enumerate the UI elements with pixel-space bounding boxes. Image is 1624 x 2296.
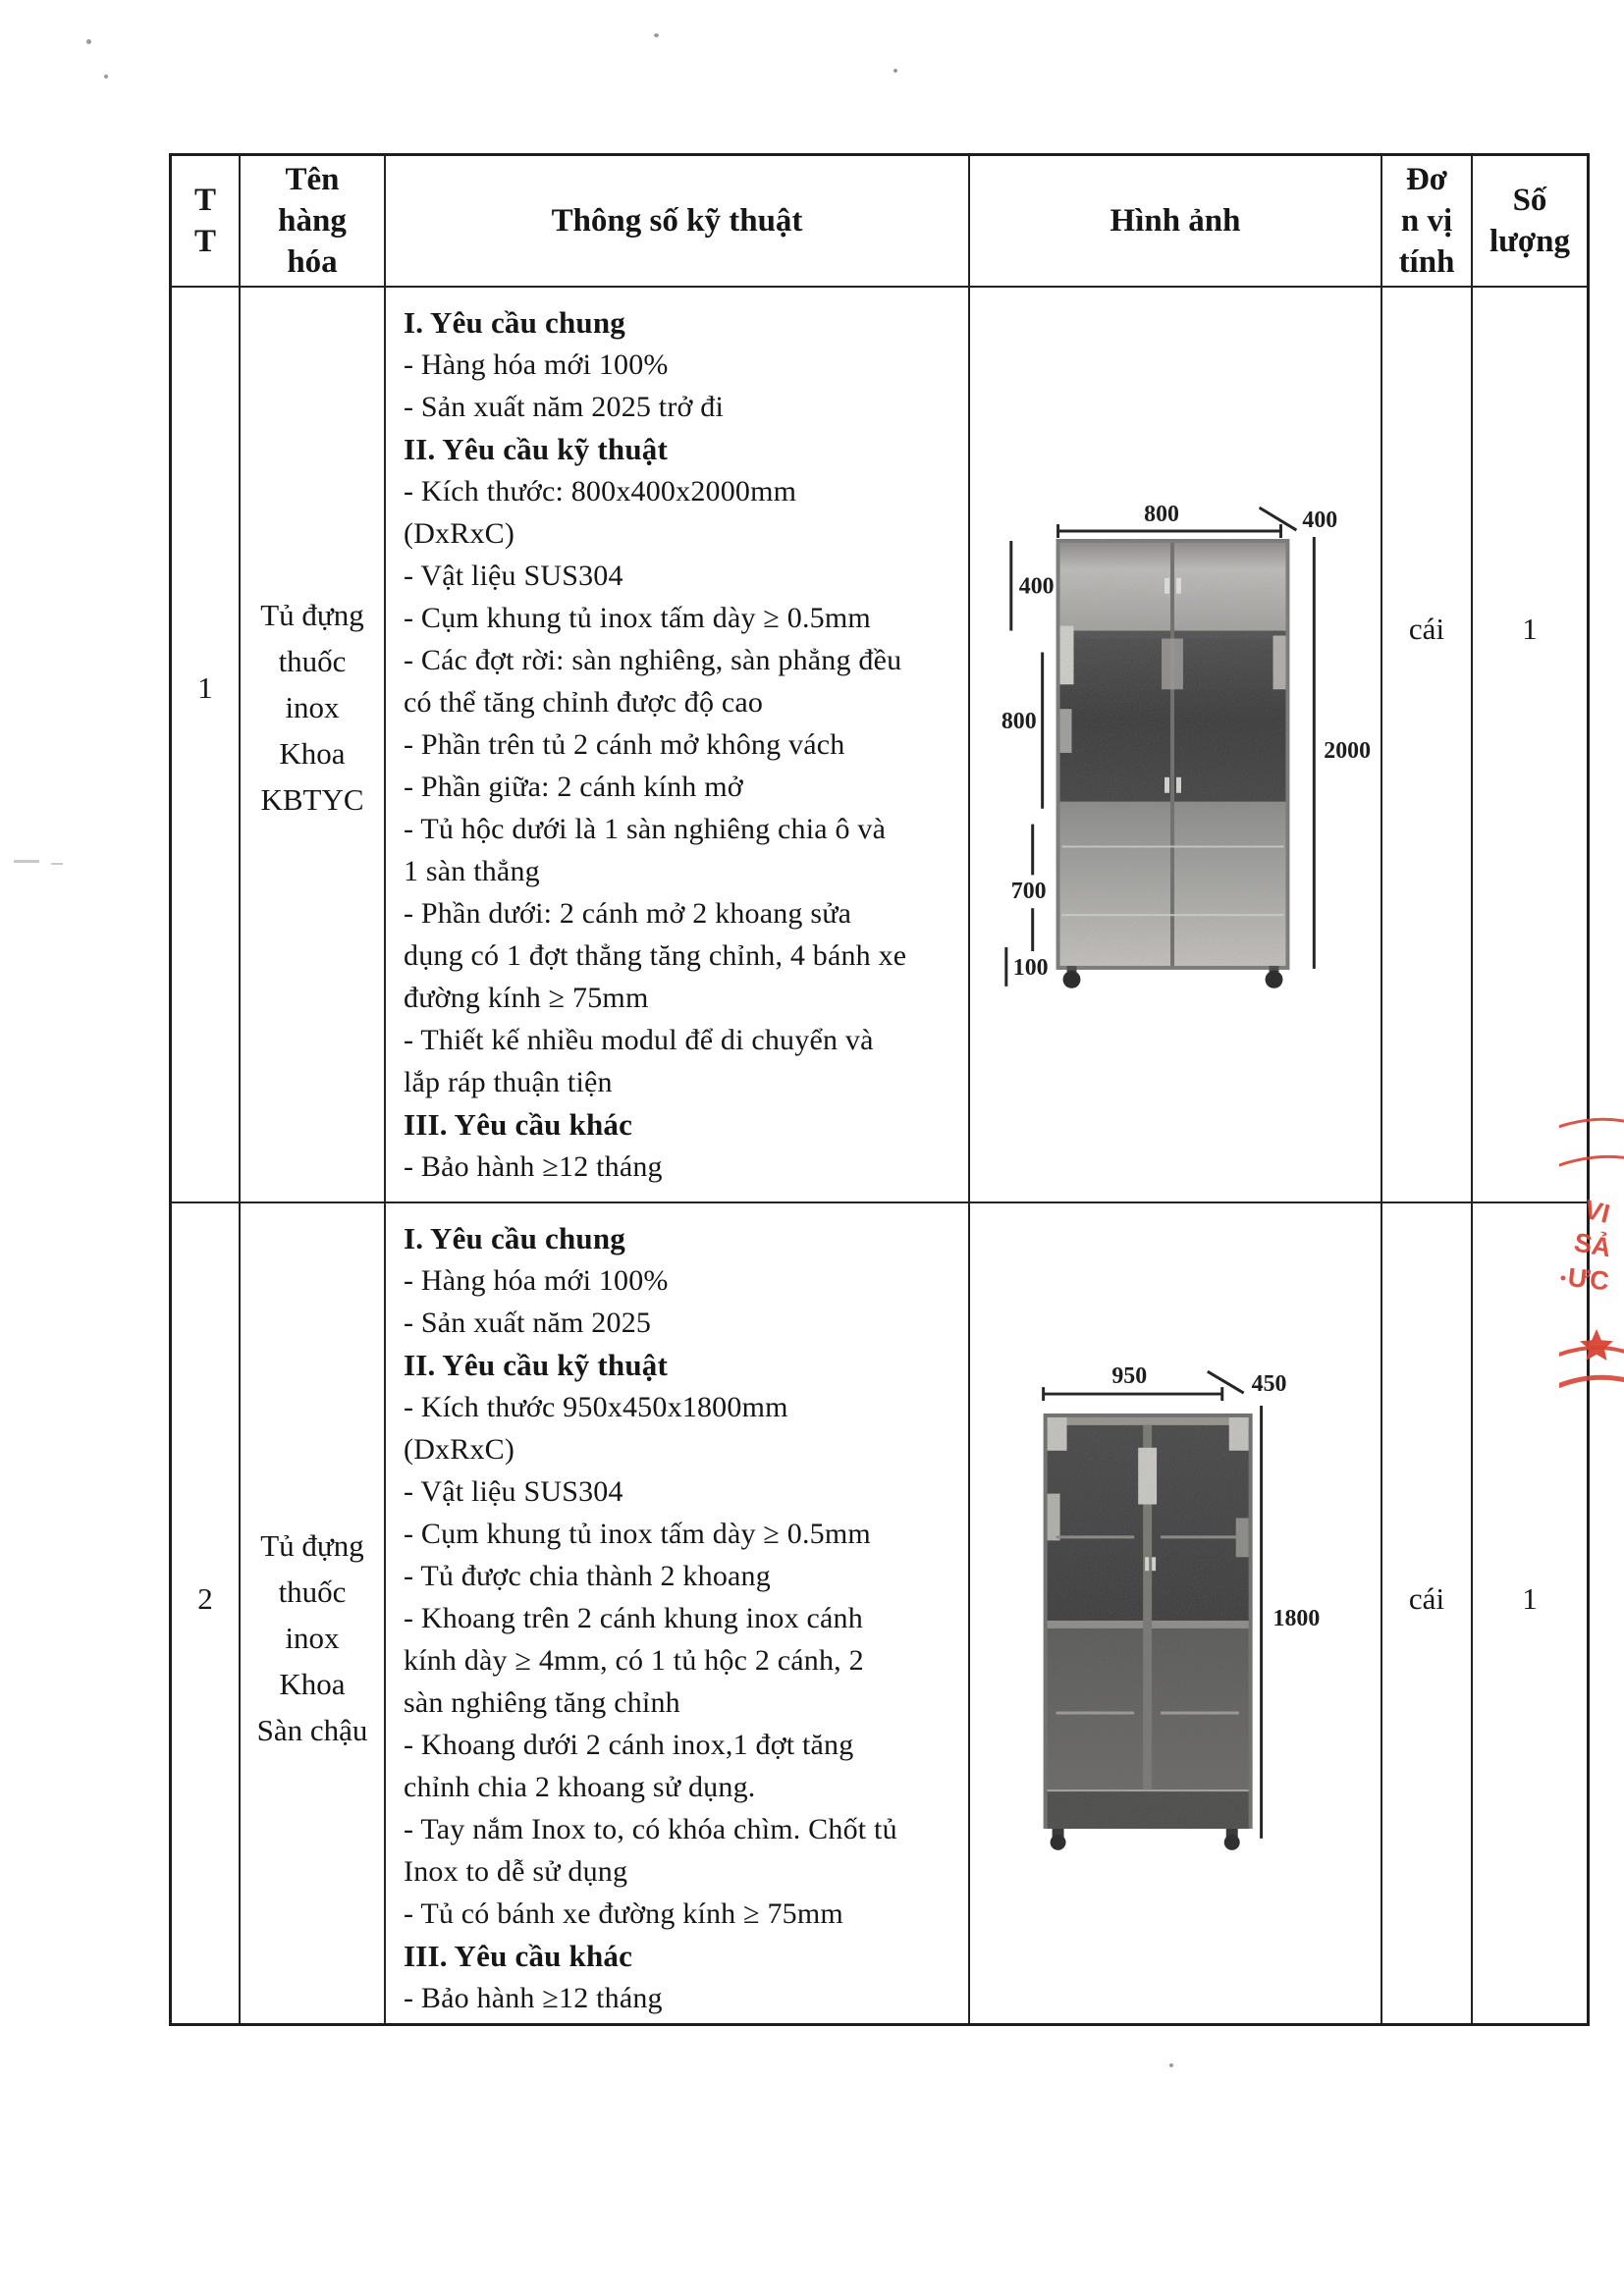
spec-line: III. Yêu cầu khác (404, 1107, 633, 1142)
dim-label-800: 800 (1001, 709, 1037, 735)
row-2-specs (386, 1203, 970, 2023)
text-line: thuốc (278, 1575, 347, 1609)
spec-line: - Cụm khung tủ inox tấm dày ≥ 0.5mm (404, 602, 871, 634)
scan-artifact (86, 39, 91, 44)
header-unit (1382, 156, 1473, 288)
row-1-index (172, 288, 241, 1203)
spec-line: - Các đợt rời: sàn nghiêng, sàn phẳng đều (404, 644, 902, 676)
row-1-specs (386, 288, 970, 1203)
spec-line: lắp ráp thuận tiện (404, 1066, 613, 1098)
spec-line: I. Yêu cầu chung (404, 305, 625, 340)
row-1-product-name (241, 288, 386, 1203)
scan-artifact (1169, 2063, 1173, 2067)
spec-line: (DxRxC) (404, 1433, 515, 1466)
text-line: inox (285, 1621, 340, 1655)
dim-label-700: 700 (1010, 879, 1047, 905)
row-2-unit (1382, 1203, 1473, 2023)
scan-artifact (14, 860, 39, 863)
spec-line: (DxRxC) (404, 517, 515, 550)
spec-line: - Phần trên tủ 2 cánh mở không vách (404, 728, 845, 761)
scan-artifact (51, 863, 63, 865)
text-line: Khoa (279, 1667, 346, 1701)
spec-line: sàn nghiêng tăng chỉnh (404, 1686, 680, 1719)
scan-artifact (104, 75, 108, 79)
header-spec (386, 156, 970, 288)
unit-value: cái (1408, 1581, 1445, 1616)
spec-line: kính dày ≥ 4mm, có 1 tủ hộc 2 cánh, 2 (404, 1644, 864, 1677)
text-line: Khoa (279, 736, 346, 771)
text-line: inox (285, 690, 340, 724)
quantity-value: 1 (1522, 1581, 1538, 1616)
spec-line: chỉnh chia 2 khoang sử dụng. (404, 1771, 756, 1803)
row-index-value: 1 (197, 670, 213, 705)
quantity-value: 1 (1522, 612, 1538, 646)
spec-line: - Hàng hóa mới 100% (404, 1264, 669, 1297)
header-image-label: Hình ảnh (1110, 203, 1241, 239)
text-line: lượng (1489, 224, 1571, 259)
spec-line: - Khoang dưới 2 cánh inox,1 đợt tăng (404, 1729, 854, 1761)
dim-label-height: 1800 (1272, 1605, 1321, 1631)
text-line: tính (1398, 244, 1455, 280)
spec-line: dụng có 1 đợt thẳng tăng chỉnh, 4 bánh xe (404, 939, 907, 972)
text-line: Đơ (1405, 162, 1448, 197)
text-line: thuốc (278, 644, 347, 678)
unit-value: cái (1408, 612, 1445, 646)
text-line: T (193, 224, 216, 259)
spec-line: có thể tăng chỉnh được độ cao (404, 686, 764, 719)
spec-line: - Kích thước 950x450x1800mm (404, 1391, 788, 1423)
cabinet-photo (1044, 1414, 1253, 1850)
row-2-quantity (1473, 1203, 1587, 2023)
spec-line: - Bảo hành ≥12 tháng (404, 1150, 663, 1183)
scan-artifact (654, 33, 659, 37)
spec-line: - Bảo hành ≥12 tháng (404, 1982, 663, 2014)
spec-line: - Sản xuất năm 2025 (404, 1307, 652, 1339)
text-line: T (193, 183, 216, 218)
text-line: hóa (287, 244, 338, 280)
dim-label-400: 400 (1018, 573, 1055, 600)
text-line: Sàn chậu (256, 1713, 368, 1747)
cabinet-diagram-1 (970, 288, 1380, 1201)
spec-line: - Tủ có bánh xe đường kính ≥ 75mm (404, 1897, 843, 1930)
header-qty (1473, 156, 1587, 288)
spec-line: - Tay nắm Inox to, có khóa chìm. Chốt tủ (404, 1813, 897, 1845)
spec-line: đường kính ≥ 75mm (404, 982, 649, 1014)
dim-label-depth: 400 (1302, 507, 1338, 534)
spec-line: Inox to dễ sử dụng (404, 1855, 628, 1888)
spec-line: I. Yêu cầu chung (404, 1221, 625, 1255)
spec-line: - Thiết kế nhiều modul để di chuyển và (404, 1024, 874, 1056)
spec-line: - Vật liệu SUS304 (404, 560, 623, 592)
cabinet-photo (1056, 539, 1290, 988)
stamp-text: SẢ (1571, 1227, 1614, 1263)
text-line: KBTYC (260, 782, 364, 817)
row-1-unit (1382, 288, 1473, 1203)
spec-line: - Hàng hóa mới 100% (404, 348, 669, 381)
text-line: hàng (278, 203, 347, 239)
row-2-product-name (241, 1203, 386, 2023)
row-2-product-image (970, 1203, 1382, 2023)
stamp-text: ƯC (1566, 1262, 1611, 1297)
row-1-product-image (970, 288, 1382, 1203)
spec-table (169, 153, 1590, 2026)
row-1-quantity (1473, 288, 1587, 1203)
text-line: Tủ đựng (260, 598, 364, 632)
spec-line: - Cụm khung tủ inox tấm dày ≥ 0.5mm (404, 1518, 871, 1550)
spec-line: - Phần giữa: 2 cánh kính mở (404, 771, 743, 803)
spec-line: - Vật liệu SUS304 (404, 1475, 623, 1508)
spec-line: - Sản xuất năm 2025 trở đi (404, 391, 725, 423)
spec-line: - Khoang trên 2 cánh khung inox cánh (404, 1602, 863, 1634)
header-tt (172, 156, 241, 288)
spec-line: - Kích thước: 800x400x2000mm (404, 475, 797, 507)
text-line: Số (1512, 183, 1547, 218)
text-line: Tên (285, 162, 340, 197)
spec-line: - Phần dưới: 2 cánh mở 2 khoang sửa (404, 897, 852, 930)
spec-line: II. Yêu cầu kỹ thuật (404, 432, 668, 466)
text-line: n vị (1400, 203, 1453, 239)
text-line: Tủ đựng (260, 1528, 364, 1563)
spec-line: III. Yêu cầu khác (404, 1939, 633, 1973)
header-name (241, 156, 386, 288)
spec-line: II. Yêu cầu kỹ thuật (404, 1348, 668, 1382)
dim-label-100: 100 (1012, 954, 1049, 981)
dim-label-width: 950 (1111, 1363, 1148, 1390)
row-index-value: 2 (197, 1581, 213, 1616)
header-spec-label: Thông số kỹ thuật (551, 203, 803, 239)
dim-label-depth: 450 (1251, 1371, 1287, 1398)
spec-line: - Tủ hộc dưới là 1 sàn nghiêng chia ô và (404, 813, 887, 845)
row-2-index (172, 1203, 241, 2023)
dim-label-width: 800 (1144, 502, 1179, 528)
header-image (970, 156, 1382, 288)
stamp-text: VI (1581, 1194, 1613, 1229)
spec-line: 1 sàn thẳng (404, 855, 540, 887)
scan-artifact (893, 69, 897, 73)
spec-line: - Tủ được chia thành 2 khoang (404, 1560, 771, 1592)
dim-label-height: 2000 (1324, 737, 1372, 764)
cabinet-diagram-2 (970, 1203, 1380, 2023)
